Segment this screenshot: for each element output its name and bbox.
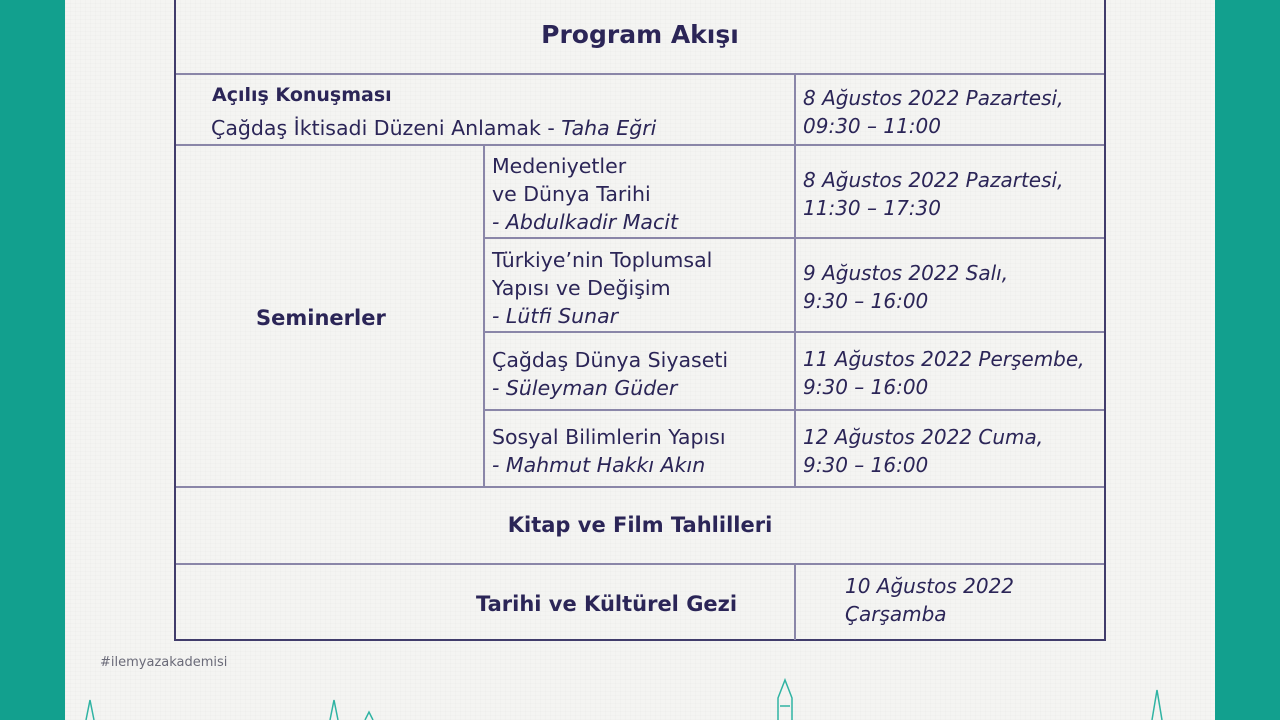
seminar-2-date-line2: 9:30 – 16:00 [803,289,929,313]
seminar-3-title-line1: Çağdaş Dünya Siyaseti [492,348,729,372]
column-divider [794,73,796,486]
opening-heading: Açılış Konuşması [212,84,392,106]
seminar-1-title-line2: ve Dünya Tarihi [492,182,651,206]
seminar-3-date-line1: 11 Ağustos 2022 Perşembe, [803,347,1085,371]
seminar-4-title [492,423,726,479]
seminar-1-title [492,152,678,236]
seminar-4-date-line2: 9:30 – 16:00 [803,453,929,477]
seminar-2-title [492,246,712,330]
seminar-4-speaker: - Mahmut Hakkı Akın [492,453,706,477]
trip-date-line2: Çarşamba [845,602,947,626]
seminars-label: Seminerler [256,306,386,330]
seminar-4-title-line1: Sosyal Bilimlerin Yapısı [492,425,726,449]
seminar-1-speaker: - Abdulkadir Macit [492,210,678,234]
seminar-1-date-line2: 11:30 – 17:30 [803,196,941,220]
opening-date [803,84,1063,140]
opening-talk-title: Çağdaş İktisadi Düzeni Anlamak - [211,116,562,140]
hashtag: #ilemyazakademisi [100,655,228,670]
seminar-2-speaker: - Lütfi Sunar [492,304,619,328]
table-frame-bottom [174,639,1106,641]
trip-date-line1: 10 Ağustos 2022 [845,574,1015,598]
seminar-2-date-line1: 9 Ağustos 2022 Salı, [803,261,1009,285]
book-film-label: Kitap ve Film Tahlilleri [507,513,773,537]
opening-talk [211,114,656,142]
seminar-4-date-line1: 12 Ağustos 2022 Cuma, [803,425,1044,449]
seminar-3-date-line2: 9:30 – 16:00 [803,375,929,399]
seminar-4-date [803,423,1043,479]
seminar-2-title-line2: Yapısı ve Değişim [492,276,671,300]
skyline-decoration [0,670,1280,720]
column-divider [483,144,485,486]
column-divider [794,563,796,640]
row-divider [176,73,1104,75]
seminar-3-title [492,346,728,402]
seminar-1-date-line1: 8 Ağustos 2022 Pazartesi, [803,168,1064,192]
trip-date [845,572,1014,628]
opening-date-line1: 8 Ağustos 2022 Pazartesi, [803,86,1064,110]
program-title: Program Akışı [541,20,739,49]
opening-speaker: Taha Eğri [561,116,657,140]
row-divider [176,563,1104,565]
seminar-2-date [803,259,1008,315]
seminar-1-title-line1: Medeniyetler [492,154,627,178]
row-divider [176,144,1104,146]
seminar-3-date [803,345,1085,401]
table-frame-right [1104,0,1106,641]
row-divider [176,486,1104,488]
table-frame-left [174,0,176,641]
seminar-1-date [803,166,1063,222]
seminar-3-speaker: - Süleyman Güder [492,376,678,400]
seminar-2-title-line1: Türkiye’nin Toplumsal [492,248,713,272]
opening-date-line2: 09:30 – 11:00 [803,114,941,138]
trip-label: Tarihi ve Kültürel Gezi [476,592,738,616]
